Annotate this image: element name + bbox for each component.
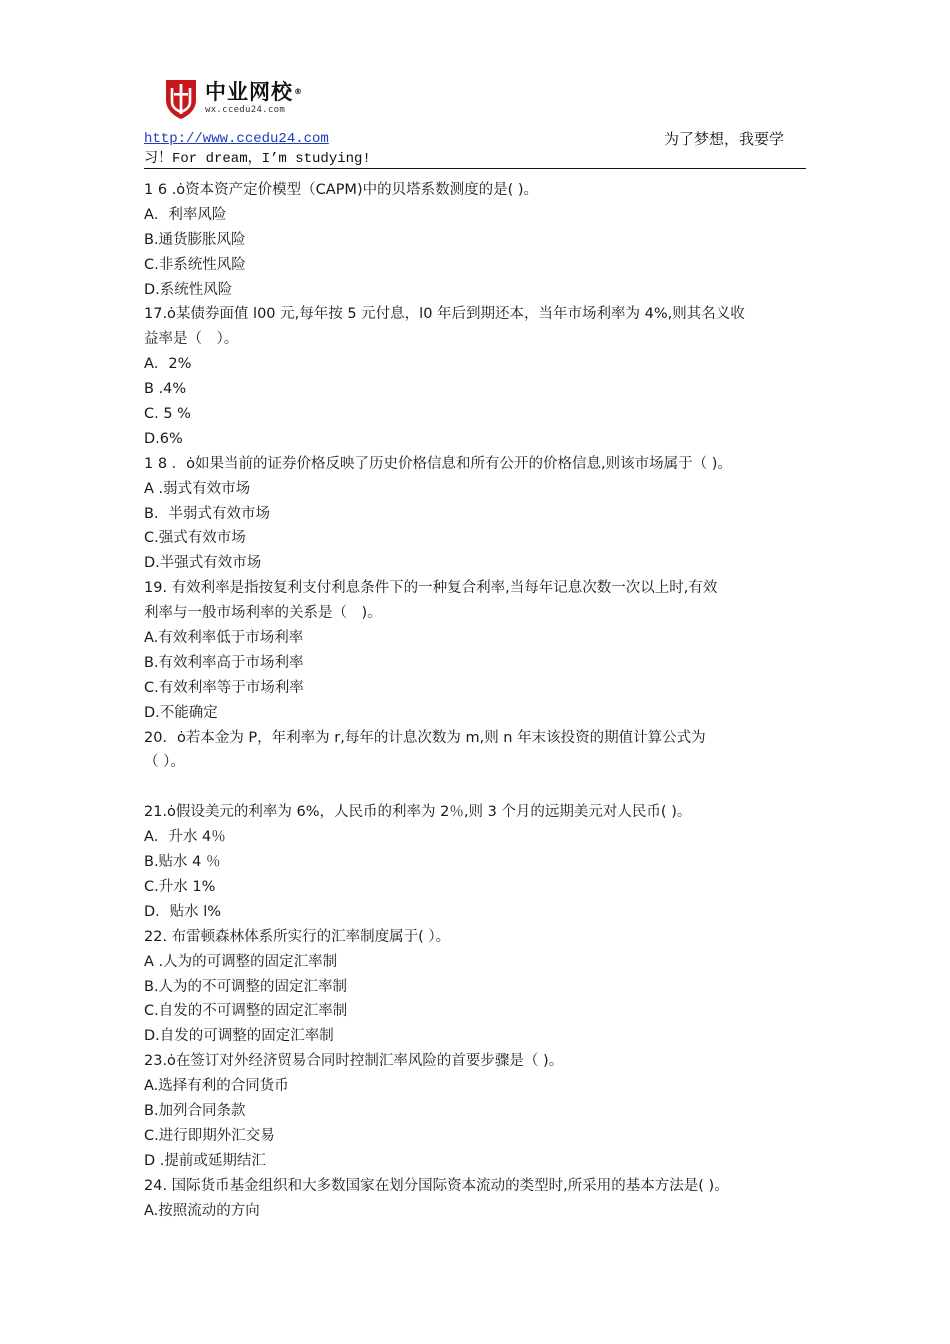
text-line: 19. 有效利率是指按复利支付利息条件下的一种复合利率,当每年记息次数一次以上时,有效 [144,580,718,597]
text-line: 22. 布雷顿森林体系所实行的汇率制度属于( ）。 [144,928,451,945]
text-line: 1 6 .ȯ资本资产定价模型（CAPM)中的贝塔系数测度的是( )。 [144,182,539,198]
text-line: A .人为的可调整的固定汇率制 [144,953,338,970]
text-line: B.贴水 4 ％ [144,854,221,871]
text-line: B.有效利率高于市场利率 [144,654,304,671]
header-divider [144,168,806,169]
text-line: 21.ȯ假设美元的利率为 6%，人民币的利率为 2％,则 3 个月的远期美元对人民币( )。 [144,804,692,821]
text-line: D．贴水 l% [144,903,222,920]
text-line: C.强式有效市场 [144,530,246,547]
site-logo [163,78,303,122]
text-line: 23.ȯ在签订对外经济贸易合同时控制汇率风险的首要步骤是（ )。 [144,1053,564,1070]
text-line: A.有效利率低于市场利率 [144,630,304,647]
text-line: 17.ȯ某债券面值 l00 元,每年按 5 元付息，l0 年后到期还本，当年市场利率为 4%,则其名义收 [144,306,745,323]
shield-logo-icon [163,78,199,120]
text-line: 利率与一般市场利率的关系是（ )。 [144,605,382,622]
text-line: B.通货膨胀风险 [144,231,246,248]
site-link[interactable]: http://www.ccedu24.com [144,131,329,147]
text-line: A.按照流动的方向 [144,1202,260,1219]
header-motto-continued: 习！For dream，I’m studying! [144,151,371,167]
logo-url: wx.ccedu24.com [205,105,286,115]
text-line: B .4% [144,381,187,398]
text-line: 1 8 ．ȯ如果当前的证券价格反映了历史价格信息和所有公开的价格信息,则该市场属于（ )。 [144,455,732,472]
text-line: D .提前或延期结汇 [144,1152,266,1169]
question-list [144,178,808,1223]
blank-line [144,775,808,800]
text-line: C.有效利率等于市场利率 [144,679,304,696]
text-line: A．升水 4％ [144,829,226,846]
text-line: A．2% [144,356,192,373]
text-line: （ ）。 [144,754,185,771]
logo-name: 中业网校® [205,80,303,104]
text-line: B.加列合同条款 [144,1102,246,1119]
text-line: A．利率风险 [144,206,227,223]
text-line: B．半弱式有效市场 [144,505,270,522]
text-line: C.升水 1% [144,878,216,895]
text-line: D.6% [144,430,183,447]
text-line: D.系统性风险 [144,281,233,298]
header-motto: 为了梦想，我要学 [664,130,785,148]
text-line: A.选择有利的合同货币 [144,1078,289,1095]
text-line: C.进行即期外汇交易 [144,1127,275,1144]
text-line: D.不能确定 [144,704,218,721]
text-line: A .弱式有效市场 [144,480,251,497]
text-line: 益率是（ ）。 [144,331,239,348]
text-line: 24. 国际货币基金组织和大多数国家在划分国际资本流动的类型时,所采用的基本方法是( )。 [144,1177,729,1194]
text-line: D.半强式有效市场 [144,555,262,572]
text-line: D.自发的可调整的固定汇率制 [144,1028,334,1045]
text-line: C. 5 % [144,406,191,423]
text-line: C.自发的不可调整的固定汇率制 [144,1003,348,1020]
text-line: B.人为的不可调整的固定汇率制 [144,978,348,995]
text-line: 20．ȯ若本金为 P，年利率为 r,每年的计息次数为 m,则 n 年末该投资的期值计算公式为 [144,729,706,746]
text-line: C.非系统性风险 [144,256,246,273]
